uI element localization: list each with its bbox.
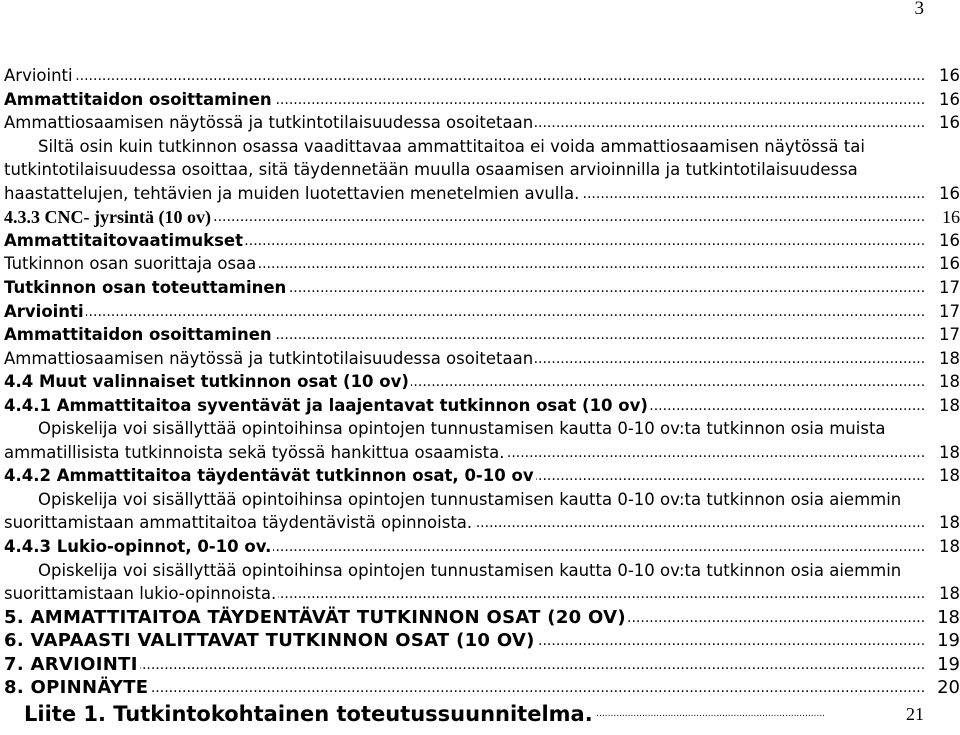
- toc-entry-title[interactable]: 4.3.3 CNC- jyrsintä (10 ov): [4, 207, 211, 228]
- toc-entry-title[interactable]: 4.4 Muut valinnaiset tutkinnon osat (10 ov): [4, 370, 411, 394]
- toc-text-line: [0, 559, 960, 583]
- toc-entry-title[interactable]: Ammattiosaamisen näytössä ja tutkintotilaisuudessa osoitetaan: [4, 347, 535, 371]
- toc-entry[interactable]: [0, 676, 960, 700]
- toc-text: Siltä osin kuin tutkinnon osassa vaadittavaa ammattitaitoa ei voida ammattiosaamisen näytössä tai: [38, 136, 865, 156]
- toc-page-number: 18: [924, 441, 960, 465]
- toc-page-number: 20: [924, 676, 960, 700]
- dot-leader: [4, 300, 928, 324]
- toc-entry[interactable]: [0, 702, 960, 726]
- toc-entry-title[interactable]: Ammattitaidon osoittaminen: [4, 323, 274, 347]
- toc-page-number: 18: [924, 347, 960, 371]
- toc-entry-title[interactable]: 4.4.1 Ammattitaitoa syventävät ja laajentavat tutkinnon osat (10 ov): [4, 394, 650, 418]
- toc-entry[interactable]: [0, 441, 960, 465]
- toc-page-number: 18: [924, 511, 960, 535]
- toc-entry[interactable]: [0, 347, 960, 371]
- toc-page-number: 16: [924, 205, 960, 229]
- toc-page-number: 17: [924, 276, 960, 300]
- toc-entry[interactable]: [0, 229, 960, 253]
- toc-page-number: 16: [924, 111, 960, 135]
- toc-page-number: 19: [924, 653, 960, 677]
- toc-entry[interactable]: [0, 535, 960, 559]
- toc-entry-title[interactable]: Tutkinnon osan toteuttaminen: [4, 276, 288, 300]
- toc-entry-title[interactable]: ammatillisista tutkinnoista sekä työssä hankittua osaamista.: [4, 441, 507, 465]
- toc-entry[interactable]: [0, 88, 960, 112]
- toc-page-number: 17: [924, 300, 960, 324]
- toc-page-number: 16: [924, 64, 960, 88]
- toc-page-number: 21: [880, 702, 924, 726]
- toc-text-line: [0, 417, 960, 441]
- toc-page-number: 18: [924, 535, 960, 559]
- page-number: 3: [914, 0, 924, 19]
- toc-page-number: 16: [924, 229, 960, 253]
- toc-entry-title[interactable]: Arviointi: [4, 64, 75, 88]
- toc-entry[interactable]: [0, 629, 960, 653]
- toc-entry[interactable]: [0, 511, 960, 535]
- toc-entry[interactable]: [0, 64, 960, 88]
- toc-entry[interactable]: [0, 323, 960, 347]
- toc-page-number: 16: [924, 88, 960, 112]
- toc-page-number: 16: [924, 182, 960, 206]
- toc-entry[interactable]: [0, 205, 960, 229]
- toc-text-line: [0, 158, 960, 182]
- toc-entry-title[interactable]: 4.4.2 Ammattitaitoa täydentävät tutkinnon osat, 0-10 ov: [4, 464, 536, 488]
- toc-page-number: 18: [924, 464, 960, 488]
- toc-entry[interactable]: [0, 276, 960, 300]
- toc-entry[interactable]: [0, 252, 960, 276]
- toc-entry-title[interactable]: Liite 1. Tutkintokohtainen toteutussuunnitelma.: [24, 701, 593, 726]
- toc-entry[interactable]: [0, 606, 960, 630]
- toc-entry-title[interactable]: suorittamistaan ammattitaitoa täydentävistä opinnoista.: [4, 511, 474, 535]
- toc-entry-title[interactable]: 7. ARVIOINTI: [4, 653, 138, 675]
- toc-text-line: [0, 135, 960, 159]
- toc-entry[interactable]: [0, 394, 960, 418]
- toc-page-number: 18: [924, 394, 960, 418]
- toc-entry-title[interactable]: 4.4.3 Lukio-opinnot, 0-10 ov.: [4, 535, 273, 559]
- toc-entry-title[interactable]: 8. OPINNÄYTE: [4, 677, 149, 699]
- toc-entry[interactable]: [0, 300, 960, 324]
- toc-entry-title[interactable]: Tutkinnon osan suorittaja osaa: [4, 252, 258, 276]
- toc-page-number: 18: [924, 370, 960, 394]
- toc-entry-title[interactable]: suorittamistaan lukio-opinnoista.: [4, 582, 278, 606]
- toc-entry[interactable]: [0, 582, 960, 606]
- toc-page-number: 16: [924, 252, 960, 276]
- toc-page-number: 19: [924, 629, 960, 653]
- toc-entry-title[interactable]: Arviointi: [4, 300, 86, 324]
- toc-text: Opiskelija voi sisällyttää opintoihinsa opintojen tunnustamisen kautta 0-10 ov:ta tutkinnon osia aiemmin: [38, 560, 902, 580]
- toc-entry[interactable]: [0, 653, 960, 677]
- toc-entry[interactable]: [0, 182, 960, 206]
- toc-entry-title[interactable]: Ammattiosaamisen näytössä ja tutkintotilaisuudessa osoitetaan: [4, 111, 535, 135]
- toc-entry-title[interactable]: 5. AMMATTITAITOA TÄYDENTÄVÄT TUTKINNON OSAT (20 OV): [4, 606, 626, 628]
- toc-entry-title[interactable]: haastattelujen, tehtävien ja muiden luotettavien menetelmien avulla.: [4, 182, 581, 206]
- toc-page-number: 18: [924, 582, 960, 606]
- toc-entry-title[interactable]: 6. VAPAASTI VALITTAVAT TUTKINNON OSAT (10 OV): [4, 630, 535, 652]
- dot-leader: [4, 64, 928, 88]
- toc-text: Opiskelija voi sisällyttää opintoihinsa opintojen tunnustamisen kautta 0-10 ov:ta tutkinnon osia aiemmin: [38, 489, 902, 509]
- toc-entry[interactable]: [0, 370, 960, 394]
- toc-page-number: 17: [924, 323, 960, 347]
- toc-entry-title[interactable]: Ammattitaidon osoittaminen: [4, 88, 274, 112]
- toc-entry[interactable]: [0, 464, 960, 488]
- toc-entry[interactable]: [0, 111, 960, 135]
- toc-text: Opiskelija voi sisällyttää opintoihinsa opintojen tunnustamisen kautta 0-10 ov:ta tutkinnon osia muista: [38, 419, 886, 439]
- toc-text: tutkintotilaisuudessa osoittaa, sitä täydennetään muulla osaamisen arvioinnilla ja tutkintotilaisuudessa: [4, 160, 858, 180]
- toc-entry-title[interactable]: Ammattitaitovaatimukset: [4, 229, 245, 253]
- toc-page-number: 18: [924, 606, 960, 630]
- dot-leader: [4, 653, 928, 677]
- toc-text-line: [0, 488, 960, 512]
